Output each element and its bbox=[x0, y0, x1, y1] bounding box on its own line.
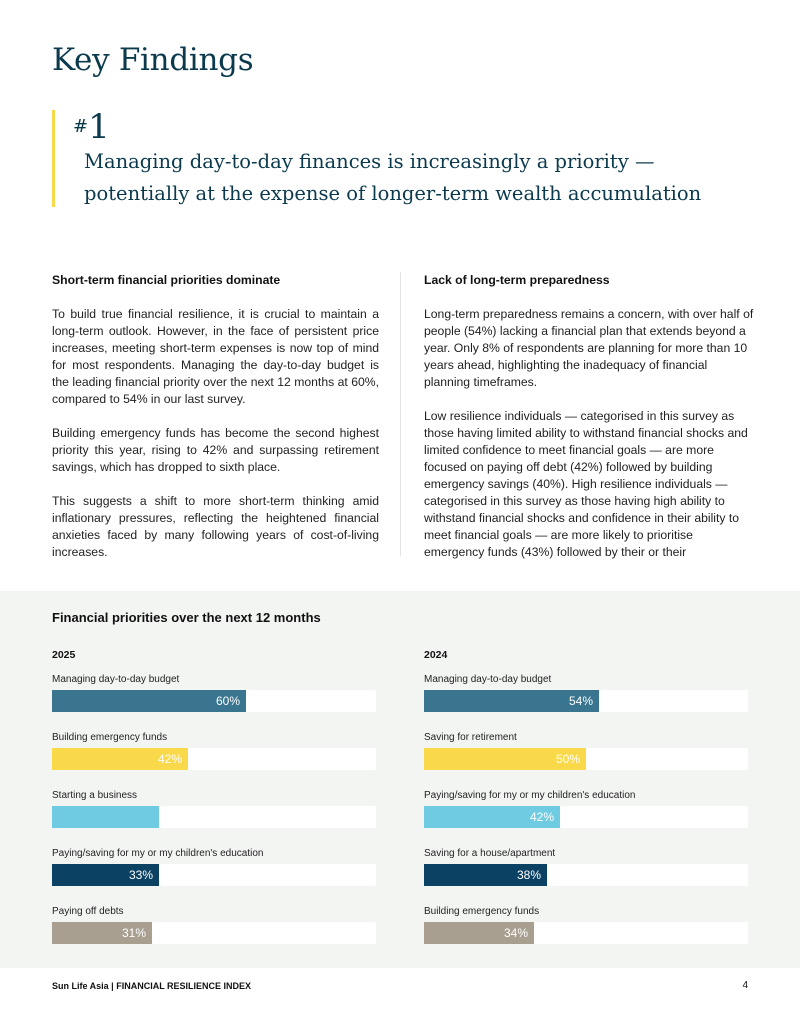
finding-number-value: 1 bbox=[88, 107, 110, 147]
page-title: Key Findings bbox=[52, 42, 254, 78]
finding-number bbox=[73, 107, 110, 147]
bar-category-label: Building emergency funds bbox=[424, 906, 540, 917]
bar-value-label: 42% bbox=[157, 752, 182, 766]
bar-row bbox=[424, 847, 748, 905]
bar bbox=[52, 806, 159, 828]
bar-value-label: 54% bbox=[568, 694, 593, 708]
bar-category-label: Managing day-to-day budget bbox=[52, 674, 180, 685]
bar-track bbox=[424, 864, 748, 886]
bar-track bbox=[52, 748, 376, 770]
left-paragraph: This suggests a shift to more short-term thinking amid inflationary pressures, reflecting the heightened financial anxieties faced by many following years of cost-of-living increases. bbox=[52, 494, 379, 559]
finding-headline: Managing day-to-day finances is increasingly a priority — potentially at the expense of longer-term wealth accumulation bbox=[84, 150, 702, 205]
left-paragraph: Building emergency funds has become the second highest priority this year, rising to 42% and surpassing retirement savings, which has dropped to sixth place. bbox=[52, 426, 379, 474]
bar-row bbox=[424, 673, 748, 731]
chart-title: Financial priorities over the next 12 months bbox=[52, 610, 321, 625]
page-number: 4 bbox=[742, 980, 748, 991]
bar-category-label: Paying/saving for my or my children's education bbox=[52, 848, 264, 859]
bar-value-label: 31% bbox=[121, 926, 146, 940]
bar-category-label: Starting a business bbox=[52, 790, 138, 801]
footer-brand: Sun Life Asia | FINANCIAL RESILIENCE INDEX bbox=[52, 981, 252, 991]
left-column bbox=[52, 272, 379, 578]
right-column-heading: Lack of long-term preparedness bbox=[424, 273, 610, 287]
bar-track bbox=[52, 690, 376, 712]
right-column bbox=[424, 272, 754, 578]
bar-value-label: 60% bbox=[215, 694, 240, 708]
bar-row bbox=[424, 731, 748, 789]
bar-row bbox=[52, 673, 376, 731]
chart-panel-2025 bbox=[52, 649, 376, 963]
right-paragraph: Low resilience individuals — categorised in this survey as those having limited ability to withstand financial shocks and limited confidence to meet financial goals — are more focused on paying off debt (42%) followed by building emergency savings (40%). High resilience individuals — categorised in this survey as those having high ability to withstand financial shocks and confidence in their ability to meet financial goals — are more likely to prioritise emergency funds (43%) followed by their or their bbox=[424, 409, 748, 559]
finding-hash: # bbox=[73, 116, 89, 137]
bar-category-label: Paying off debts bbox=[52, 906, 124, 917]
chart-panel-year: 2025 bbox=[52, 649, 76, 661]
bar-track bbox=[52, 922, 376, 944]
bar-value-label: 34% bbox=[503, 926, 528, 940]
bar-row bbox=[424, 789, 748, 847]
chart-panel-year: 2024 bbox=[424, 649, 448, 661]
left-column-heading: Short-term financial priorities dominate bbox=[52, 273, 281, 287]
right-paragraph: Long-term preparedness remains a concern, with over half of people (54%) lacking a financial plan that extends beyond a year. Only 8% of respondents are planning for more than 10 years ahead, highlighting the inadequacy of financial planning timeframes. bbox=[424, 307, 754, 389]
chart-section bbox=[0, 591, 800, 968]
bar-category-label: Saving for a house/apartment bbox=[424, 848, 556, 859]
left-paragraph: To build true financial resilience, it is crucial to maintain a long-term outlook. However, in the face of persistent price increases, meeting short-term expenses is now top of mind for most respondents. Managing the day-to-day budget is the leading financial priority over the next 12 months at 60%, compared to 54% in our last survey. bbox=[52, 307, 379, 406]
bar-category-label: Building emergency funds bbox=[52, 732, 168, 743]
bar-value-label: 33% bbox=[128, 868, 153, 882]
bar-track bbox=[52, 806, 376, 828]
bar-category-label: Paying/saving for my or my children's education bbox=[424, 790, 636, 801]
bar-value-label: 50% bbox=[555, 752, 580, 766]
key-finding-callout bbox=[52, 107, 752, 207]
bar-row bbox=[52, 905, 376, 963]
bar-value-label: 42% bbox=[529, 810, 554, 824]
bar-row bbox=[424, 905, 748, 963]
bar-value-label: 38% bbox=[516, 868, 541, 882]
bar-category-label: Managing day-to-day budget bbox=[424, 674, 552, 685]
bar-track bbox=[424, 806, 748, 828]
bar-category-label: Saving for retirement bbox=[424, 732, 517, 743]
bar-row bbox=[52, 789, 376, 847]
bar-track bbox=[424, 690, 748, 712]
bar-track bbox=[424, 748, 748, 770]
bar-row bbox=[52, 847, 376, 905]
bar-row bbox=[52, 731, 376, 789]
bar-track bbox=[424, 922, 748, 944]
bar-track bbox=[52, 864, 376, 886]
chart-panel-2024 bbox=[424, 649, 748, 963]
column-divider bbox=[400, 272, 401, 556]
